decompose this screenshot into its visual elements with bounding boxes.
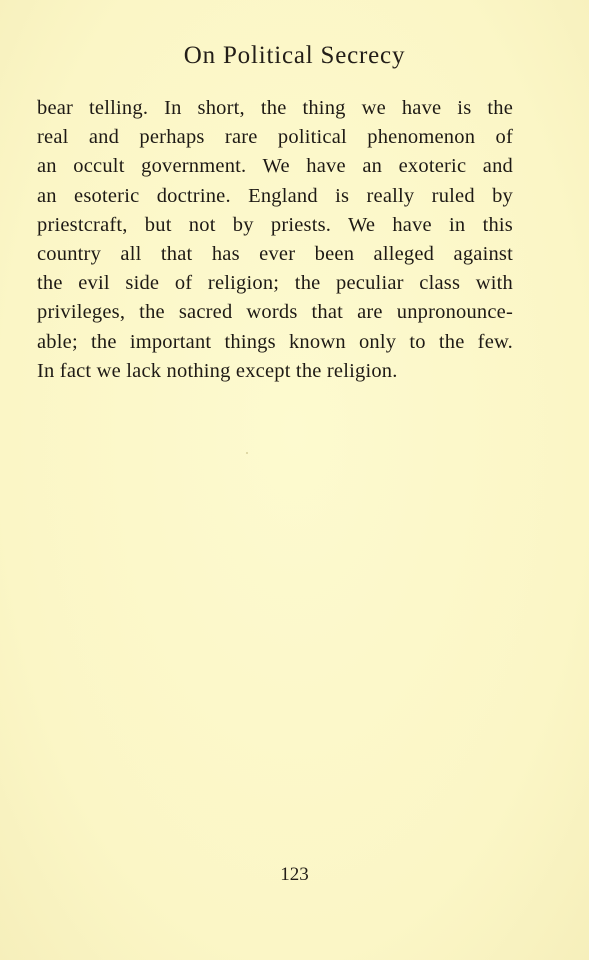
text-line: real and perhaps rare political phenomenon of (37, 126, 513, 149)
text-line: an occult government. We have an exoteric and (37, 155, 513, 178)
text-line: the evil side of religion; the peculiar class with (37, 272, 513, 295)
page-number: 123 (280, 864, 309, 885)
text-line: bear telling. In short, the thing we have is the (37, 97, 513, 119)
running-head: On Political Secrecy (183, 42, 406, 69)
text-line: In fact we lack nothing except the religion. (37, 359, 398, 382)
text-line: able; the important things known only to the few. (37, 330, 513, 353)
paper-speck (246, 452, 248, 454)
text-line: country all that has ever been alleged against (37, 242, 513, 265)
body-paragraph (37, 94, 513, 386)
text-line: an esoteric doctrine. England is really ruled by (37, 184, 513, 207)
text-line: privileges, the sacred words that are unpronounce- (37, 301, 513, 324)
text-line: priestcraft, but not by priests. We have in this (37, 213, 513, 236)
